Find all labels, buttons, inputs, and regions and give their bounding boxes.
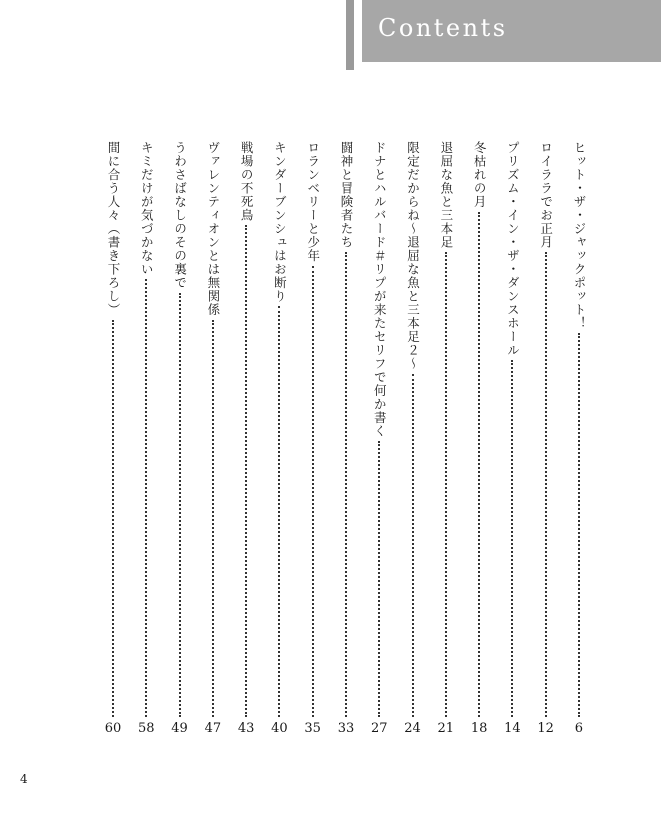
- toc-entry[interactable]: [104, 141, 122, 736]
- toc-entry-title: 間に合う人々（書き下ろし）: [106, 141, 121, 317]
- toc-entry-title: ロランベリーと少年: [305, 141, 321, 263]
- toc-entry-title: 退屈な魚と三本足: [438, 141, 454, 249]
- toc-entry[interactable]: [537, 141, 555, 736]
- toc-entry[interactable]: [437, 141, 455, 736]
- toc-leader-dots: [578, 333, 580, 717]
- toc-entry-page: 14: [504, 721, 521, 736]
- toc-entry-title: うわさばなしのその裏で: [172, 141, 188, 290]
- toc-entry-page: 12: [537, 721, 554, 736]
- toc-leader-dots: [445, 252, 447, 717]
- toc-entry-title: ドナとハルバード＃リプが来たセリフで何か書く: [372, 141, 388, 438]
- toc-entry-page: 43: [237, 721, 255, 736]
- toc-leader-dots: [378, 441, 380, 717]
- toc-entry-page: 27: [370, 721, 388, 736]
- page-title: Contents: [378, 14, 508, 42]
- toc-entry-page: 35: [304, 721, 321, 736]
- toc-entry-title: ヒット・ザ・ジャックポット！: [571, 141, 587, 330]
- toc-entry[interactable]: [470, 141, 488, 736]
- toc-leader-dots: [545, 252, 547, 717]
- toc-entry-title: 闘神と冒険者たち: [338, 141, 354, 249]
- toc-entry-page: 6: [574, 721, 584, 736]
- toc-entry-page: 18: [470, 721, 488, 736]
- toc-entry[interactable]: [237, 141, 255, 736]
- toc-leader-dots: [112, 320, 114, 718]
- toc-entry[interactable]: [370, 141, 388, 736]
- toc-entry-title: キンダーブンシュはお断り: [272, 141, 288, 303]
- toc-entry[interactable]: [404, 141, 422, 736]
- toc-entry[interactable]: [304, 141, 322, 736]
- toc-leader-dots: [478, 212, 480, 718]
- toc-entry-title: 限定だからね～退屈な魚と三本足２～: [405, 141, 421, 371]
- toc-entry-title: ヴァレンティオンとは無関係: [205, 141, 221, 317]
- toc-entry[interactable]: [137, 141, 155, 736]
- toc-entry-title: 冬枯れの月: [472, 141, 488, 209]
- toc-leader-dots: [212, 320, 214, 718]
- toc-entry[interactable]: [337, 141, 355, 736]
- toc-entry-page: 60: [104, 721, 122, 736]
- toc-entry[interactable]: [570, 141, 588, 736]
- toc-entry-title: キミだけが気づかない: [139, 141, 155, 276]
- toc-entry[interactable]: [270, 141, 288, 736]
- toc-entry-page: 24: [404, 721, 421, 736]
- toc-entry-page: 58: [138, 721, 155, 736]
- toc-leader-dots: [179, 293, 181, 718]
- table-of-contents: [104, 141, 588, 736]
- toc-entry-page: 33: [337, 721, 355, 736]
- toc-leader-dots: [245, 225, 247, 717]
- toc-leader-dots: [145, 279, 147, 717]
- toc-leader-dots: [511, 360, 513, 717]
- toc-entry[interactable]: [204, 141, 222, 736]
- header-accent-bar: [346, 0, 354, 70]
- toc-entry-page: 40: [271, 721, 288, 736]
- toc-entry-title: 戦場の不死鳥: [239, 141, 255, 222]
- toc-entry-title: ロイララでお正月: [538, 141, 554, 249]
- toc-entry[interactable]: [503, 141, 521, 736]
- toc-entry[interactable]: [171, 141, 189, 736]
- toc-leader-dots: [345, 252, 347, 717]
- toc-leader-dots: [278, 306, 280, 717]
- toc-entry-page: 47: [204, 721, 222, 736]
- toc-leader-dots: [312, 266, 314, 718]
- toc-entry-title: プリズム・イン・ザ・ダンスホール: [505, 141, 521, 357]
- toc-entry-page: 21: [437, 721, 455, 736]
- page-number: 4: [20, 772, 28, 786]
- toc-leader-dots: [412, 374, 414, 718]
- toc-entry-page: 49: [171, 721, 188, 736]
